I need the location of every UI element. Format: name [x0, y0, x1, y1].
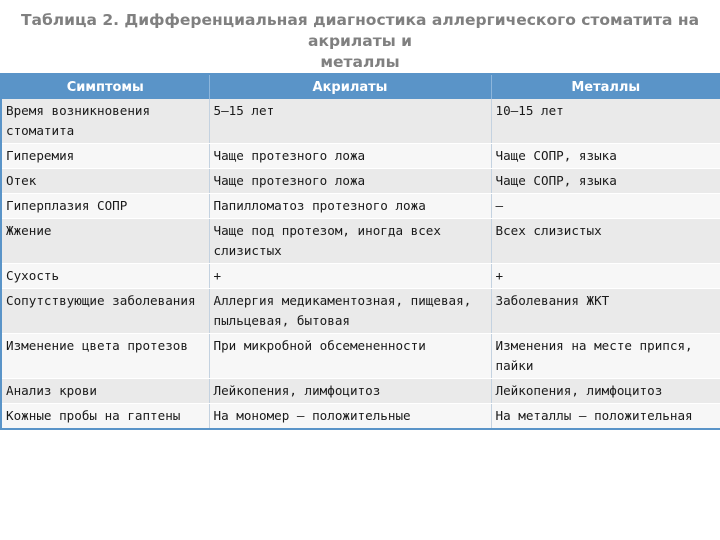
- symptom-cell: Сухость: [1, 264, 209, 289]
- metals-cell: Всех слизистых: [491, 219, 720, 264]
- acrylates-cell: Чаще под протезом, иногда всех слизистых: [209, 219, 491, 264]
- symptom-cell: Кожные пробы на гаптены: [1, 404, 209, 430]
- table-row: [1, 404, 720, 430]
- table-row: [1, 334, 720, 379]
- acrylates-cell: Чаще протезного ложа: [209, 169, 491, 194]
- acrylates-cell: Лейкопения, лимфоцитоз: [209, 379, 491, 404]
- metals-cell: На металлы — положительная: [491, 404, 720, 430]
- table-header-row: [1, 74, 720, 99]
- metals-cell: Изменения на месте припся, пайки: [491, 334, 720, 379]
- metals-cell: +: [491, 264, 720, 289]
- symptom-cell: Анализ крови: [1, 379, 209, 404]
- header-metals: Металлы: [491, 74, 720, 99]
- symptom-cell: Сопутствующие заболевания: [1, 289, 209, 334]
- table-row: [1, 194, 720, 219]
- acrylates-cell: Аллергия медикаментозная, пищевая, пыльцевая, бытовая: [209, 289, 491, 334]
- metals-cell: Лейкопения, лимфоцитоз: [491, 379, 720, 404]
- table-title-line-2: металлы: [320, 53, 400, 71]
- metals-cell: 10–15 лет: [491, 99, 720, 144]
- symptom-cell: Жжение: [1, 219, 209, 264]
- acrylates-cell: На мономер — положительные: [209, 404, 491, 430]
- symptom-cell: Изменение цвета протезов: [1, 334, 209, 379]
- header-symptoms: Симптомы: [1, 74, 209, 99]
- table-row: [1, 99, 720, 144]
- symptom-cell: Гиперемия: [1, 144, 209, 169]
- metals-cell: –: [491, 194, 720, 219]
- acrylates-cell: При микробной обсемененности: [209, 334, 491, 379]
- acrylates-cell: Папилломатоз протезного ложа: [209, 194, 491, 219]
- table-title-line-1: Таблица 2. Дифференциальная диагностика аллергического стоматита на акрилаты и: [20, 11, 700, 50]
- metals-cell: Заболевания ЖКТ: [491, 289, 720, 334]
- acrylates-cell: +: [209, 264, 491, 289]
- acrylates-cell: 5–15 лет: [209, 99, 491, 144]
- metals-cell: Чаще СОПР, языка: [491, 144, 720, 169]
- table-title: [0, 10, 720, 73]
- table-row: [1, 169, 720, 194]
- table-row: [1, 379, 720, 404]
- acrylates-cell: Чаще протезного ложа: [209, 144, 491, 169]
- table-row: [1, 219, 720, 264]
- diagnosis-table: [0, 73, 720, 430]
- table-row: [1, 144, 720, 169]
- header-acrylates: Акрилаты: [209, 74, 491, 99]
- metals-cell: Чаще СОПР, языка: [491, 169, 720, 194]
- symptom-cell: Гиперплазия СОПР: [1, 194, 209, 219]
- symptom-cell: Отек: [1, 169, 209, 194]
- symptom-cell: Время возникновения стоматита: [1, 99, 209, 144]
- table-row: [1, 289, 720, 334]
- table-row: [1, 264, 720, 289]
